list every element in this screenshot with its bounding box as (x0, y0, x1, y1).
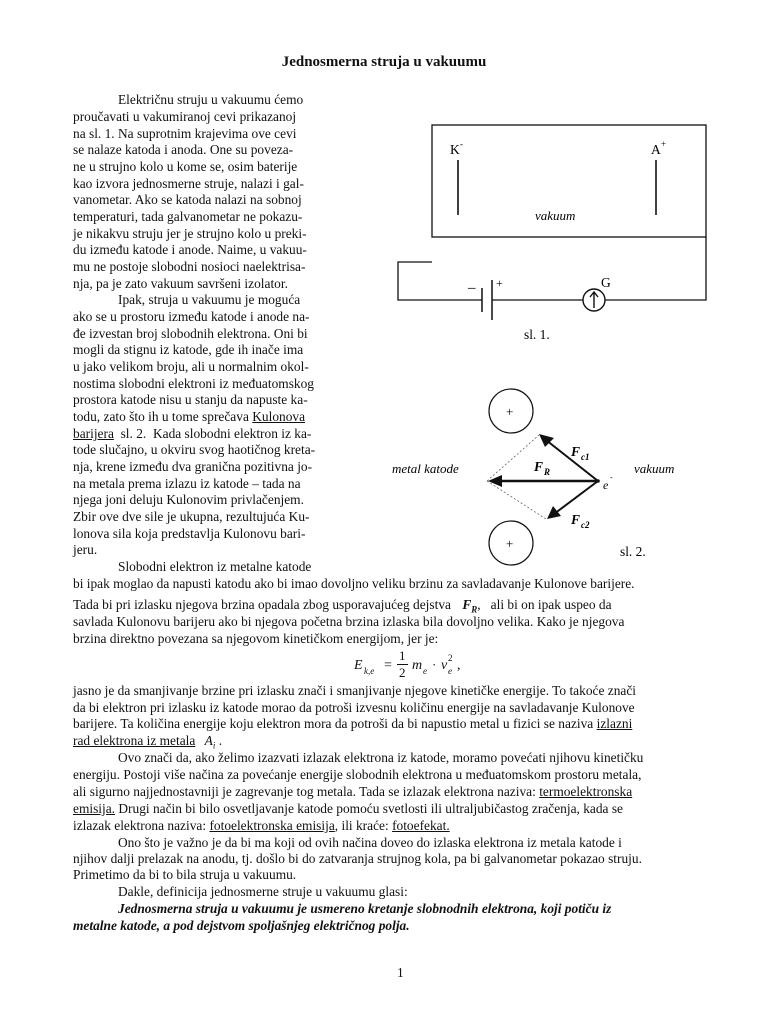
text-line (73, 784, 632, 801)
figure-2-caption: sl. 2. (620, 544, 646, 559)
text-line: u jako velikom broju, ali u normalnim okol- (73, 359, 309, 374)
fc2-label: F (571, 512, 581, 527)
text-line: savlada Kulonovu barijeru ako bi njegova početna brzina izlaska bila dovoljno velika. Kako je njegova (73, 614, 625, 629)
electron-dot (596, 479, 600, 483)
vakuum-label-2: vakuum (634, 461, 675, 476)
ai-symbol: $A_i$ (204, 733, 216, 751)
text-line: tode slučajno, u okviru svog haotičnog kreta- (73, 442, 316, 457)
text-line: jeru. (73, 542, 98, 557)
text-line: Zbir ove dve sile je ukupna, rezultujuća Ku- (73, 509, 310, 524)
fr-inline-symbol: $F_R$ (462, 597, 478, 615)
text-line: nostima slobodni elektroni iz međuatomskog (73, 376, 314, 391)
figure-2-coulomb-barrier (380, 385, 700, 575)
formula-dot: · (432, 657, 437, 672)
formula-m-sub: e (423, 666, 427, 676)
definition-line: metalne katode, a pod dejstvom spoljašnjeg električnog polja. (73, 918, 410, 933)
text-line: nja, krene između dva granična pozitivna jo- (73, 459, 313, 474)
text-segment: barijere. Ta količina energije koju elektron mora da potroši da bi napustio metal u fizici se naziva (73, 716, 594, 731)
kulonova-link: Kulonova (252, 409, 306, 424)
battery-minus: – (468, 280, 476, 296)
text-line: mogli da stignu iz katode, gde ih inače ima (73, 342, 304, 357)
force-c2-arrow (554, 481, 598, 514)
text-line: mu ne postoje slobodni nosioci naelektrisa- (73, 259, 306, 274)
text-line: Ovo znači da, ako želimo izazvati izlazak elektrona iz katode, moramo povećati njihovu kinetičku (118, 750, 644, 765)
circuit-wire-right (605, 237, 706, 300)
fr-sub: R (544, 467, 551, 477)
text-segment: Tada bi pri izlasku njegova brzina opadala zbog usporavajućeg dejstva (73, 597, 451, 612)
text-line: Primetimo da bi to bila struja u vakuumu. (73, 867, 297, 882)
force-resultant-arrowhead (488, 475, 502, 487)
text-line: nja, pa je zato vakuum savršeni izolator. (73, 276, 288, 291)
fr-label: F (534, 459, 544, 474)
dashed-line-top (487, 435, 539, 481)
text-line: đe izvestan broj slobodnih elektrona. Oni bi (73, 326, 308, 341)
fotoefekat-term: fotoefekat. (392, 818, 450, 833)
text-line: Dakle, definicija jednosmerne struje u vakuumu glasi: (118, 884, 408, 899)
electron-sign: - (610, 473, 613, 482)
definition-line: Jednosmerna struja u vakuumu je usmereno kretanje slobnodnih elektrona, koji potiču iz (118, 901, 612, 916)
figure-1-caption: sl. 1. (524, 327, 550, 342)
text-line: ne u strujno kolo u kome se, osim baterije (73, 159, 298, 174)
force-c2-arrowhead (547, 506, 561, 519)
text-line: na metala prema izlazu iz katode – tada na (73, 476, 301, 491)
formula-v-sup: 2 (448, 653, 453, 663)
text-line: energiju. Postoji više načina za povećanje energije slobodnih elektrona u međuatomskom prostoru metala, (73, 767, 642, 782)
formula-v: v (441, 658, 448, 673)
text-line: Slobodni elektron iz metalne katode (118, 559, 312, 574)
text-line: kao izvora jednosmerne struje, nalazi i gal- (73, 176, 304, 191)
termoelektronska-term: termoelektronska (539, 784, 633, 799)
text-line (73, 426, 311, 443)
formula-v-sub: e (448, 666, 452, 676)
text-line: Električnu struju u vakuumu ćemo (118, 92, 304, 107)
vakuum-label: vakuum (535, 208, 576, 223)
text-line: proučavati u vakumiranoj cevi prikazanoj (73, 109, 297, 124)
ion-plus-top: + (506, 404, 514, 419)
fc1-label: F (571, 444, 581, 459)
text-line: njega joni deluju Kulonovim privlačenjem. (73, 492, 304, 507)
text-line: Ipak, struja u vakuumu je moguća (118, 292, 301, 307)
metal-katode-label: metal katode (392, 461, 459, 476)
text-line: na sl. 1. Na suprotnim krajevima ove cevi (73, 126, 297, 141)
text-line (73, 409, 305, 426)
page-title: Jednosmerna struja u vakuumu (281, 54, 487, 70)
text-line: temperaturi, tada galvanometar ne pokazu- (73, 209, 303, 224)
formula-lhs: E (354, 658, 363, 673)
barijera-link: barijera (73, 426, 114, 441)
text-line: vanometar. Ako se katoda nalazi na sobnoj (73, 192, 302, 207)
rad-elektrona-term: rad elektrona iz metala (73, 733, 196, 748)
page-number: 1 (397, 965, 404, 980)
anode-sign: + (661, 139, 667, 149)
formula-lhs-sub: k,e (364, 666, 375, 676)
text-segment: , ali bi on ipak uspeo da (477, 597, 612, 612)
fc2-sub: c2 (581, 520, 590, 530)
text-segment: Drugi način bi bilo osvetljavanje katode pomoću svetlosti ili ultraljubičastog zračenja, kada se (115, 801, 623, 816)
dashed-line-bottom (487, 481, 546, 519)
text-segment: izlazak elektrona naziva: (73, 818, 207, 833)
text-line: je nikakvu struju jer je strujno kolo u preki- (73, 226, 307, 241)
ion-plus-bottom: + (506, 536, 514, 551)
text-line: ako se u prostoru između katode i anode na- (73, 309, 310, 324)
text-line: prostora katode nisu u stanju da napuste ka- (73, 392, 308, 407)
text-line: lonova sila koja predstavlja Kulonovu bari- (73, 526, 306, 541)
text-segment: todu, zato što ih u tome sprečava (73, 409, 249, 424)
formula-den: 2 (399, 665, 406, 680)
izlazni-term: izlazni (596, 716, 633, 731)
text-line: njihov dalji prelazak na anodu, tj. došlo bi do zatvaranja strujnog kola, pa bi galvanometar pokazao struju. (73, 851, 642, 866)
text-line (73, 716, 632, 733)
cathode-sign: - (460, 139, 463, 149)
battery-plus: + (496, 276, 503, 290)
text-segment: ali sigurno najjednostavniji je zagrevanje tog metala. Tada se izlazak elektrona naziva: (73, 784, 536, 799)
electron-label: e (603, 478, 609, 492)
figure-1-circuit (380, 120, 720, 350)
anode-label: A (651, 142, 661, 157)
text-line (73, 801, 623, 818)
formula-num: 1 (399, 648, 406, 663)
text-line: Ono što je važno je da bi ma koji od ovih načina doveo do izlaska elektrona iz metala katode i (118, 835, 622, 850)
formula-equals: = (384, 658, 392, 673)
galvanometer-label: G (601, 275, 611, 290)
text-line: se nalaze katoda i anoda. One su poveza- (73, 142, 294, 157)
text-line: da bi elektron pri izlasku iz katode morao da potroši izvesnu količinu energije na savladavanje Kulonove (73, 700, 635, 715)
fc1-sub: c1 (581, 452, 590, 462)
cathode-label: K (450, 142, 460, 157)
text-segment: , ili kraće: (334, 818, 389, 833)
text-line: bi ipak moglao da napusti katodu ako bi imao dovoljno veliku brzinu za savladavanje Kulonove barijere. (73, 576, 635, 591)
text-line: du između katode i anode. Naime, u vakuu- (73, 242, 307, 257)
formula-m: m (412, 658, 423, 673)
fotoelektronska-emisija-term: fotoelektronska emisija (209, 818, 335, 833)
text-line: brzina direktno povezana sa njegovom kinetičkom energijom, jer je: (73, 631, 439, 646)
emisija-term: emisija. (73, 801, 116, 816)
text-line: rad elektrona iz metala $A_i$ . (73, 733, 223, 751)
text-line (73, 818, 450, 835)
formula-comma: , (457, 658, 461, 673)
text-segment: sl. 2. Kada slobodni elektron iz ka- (113, 426, 312, 441)
text-line: jasno je da smanjivanje brzine pri izlasku znači i smanjivanje njegove kinetičke energije. To takoće znači (73, 683, 636, 698)
